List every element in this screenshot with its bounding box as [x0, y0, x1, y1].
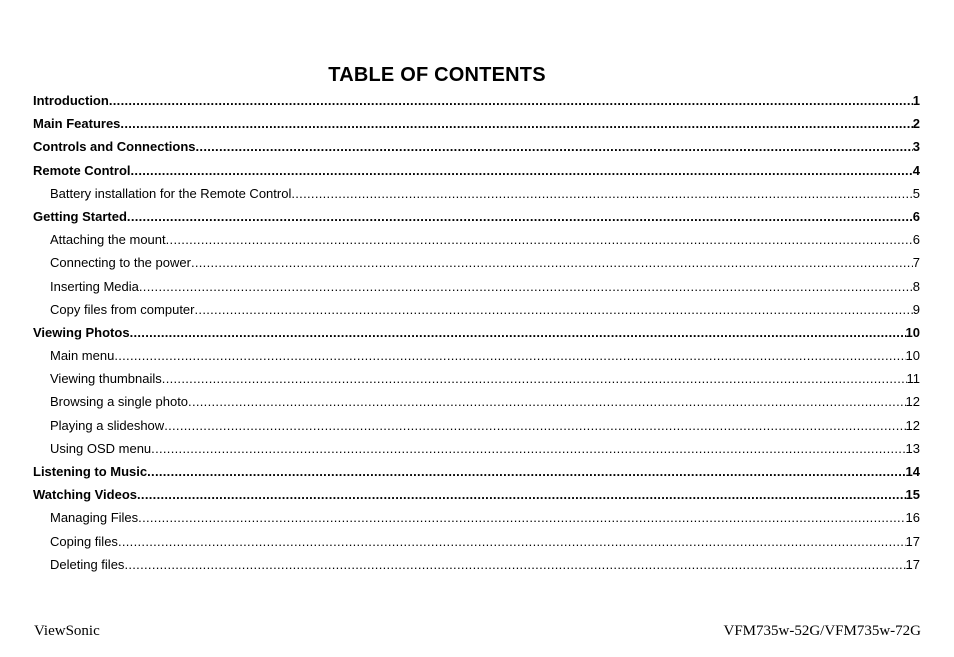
toc-entry[interactable] [33, 135, 920, 158]
dot-leader [151, 437, 905, 460]
toc-entry[interactable] [33, 89, 920, 112]
toc-entry-page: 6 [912, 232, 920, 248]
toc-entry-page: 12 [905, 417, 920, 433]
toc-entry[interactable] [33, 437, 920, 460]
toc-entry[interactable] [33, 414, 920, 437]
toc-entry-page: 16 [905, 510, 920, 526]
dot-leader [124, 553, 905, 576]
dot-leader [291, 182, 912, 205]
toc-entry-page: 1 [912, 93, 920, 108]
toc-entry-page: 13 [905, 440, 920, 456]
dot-leader [196, 135, 913, 158]
toc-entry-page: 10 [905, 324, 920, 340]
toc-entry[interactable] [33, 506, 920, 529]
toc-entry-page: 2 [912, 116, 920, 132]
toc-entry[interactable] [33, 228, 920, 251]
dot-leader [127, 205, 913, 228]
dot-leader [166, 228, 913, 251]
dot-leader [109, 89, 913, 112]
dot-leader [138, 506, 905, 529]
toc-entry-label: Remote Control [33, 162, 131, 178]
toc-entry-label: Listening to Music [33, 464, 148, 479]
table-of-contents [33, 89, 920, 576]
toc-entry-label: Viewing thumbnails [50, 371, 162, 387]
dot-leader [164, 414, 905, 437]
dot-leader [118, 530, 906, 553]
toc-entry-label: Viewing Photos [33, 324, 130, 340]
toc-entry-label: Coping files [50, 533, 118, 549]
toc-entry[interactable] [33, 275, 920, 298]
dot-leader [137, 483, 906, 506]
toc-entry[interactable] [33, 530, 920, 553]
toc-entry-label: Attaching the mount [50, 232, 166, 248]
toc-entry-page: 14 [905, 464, 920, 479]
toc-entry[interactable] [33, 112, 920, 135]
toc-entry[interactable] [33, 367, 920, 390]
toc-entry-label: Inserting Media [50, 278, 139, 294]
toc-entry-page: 17 [905, 556, 920, 572]
toc-entry-page: 6 [912, 208, 920, 224]
toc-entry-label: Controls and Connections [33, 139, 196, 155]
toc-entry[interactable] [33, 159, 920, 182]
toc-entry-page: 5 [912, 185, 920, 201]
dot-leader [130, 321, 906, 344]
toc-entry[interactable] [33, 390, 920, 413]
toc-entry-page: 12 [905, 394, 920, 410]
toc-entry-label: Battery installation for the Remote Control [50, 185, 292, 201]
footer-model: VFM735w-52G/VFM735w-72G [723, 623, 921, 639]
toc-entry-label: Playing a slideshow [50, 417, 165, 433]
toc-entry-page: 4 [912, 162, 920, 178]
dot-leader [147, 460, 905, 483]
toc-entry-label: Main Features [33, 116, 121, 132]
toc-entry-label: Getting Started [33, 208, 127, 224]
toc-entry-page: 3 [912, 139, 920, 155]
dot-leader [131, 159, 913, 182]
dot-leader [114, 344, 905, 367]
footer-brand: ViewSonic [34, 623, 100, 639]
toc-entry-label: Watching Videos [33, 487, 138, 503]
toc-entry-page: 10 [905, 348, 920, 364]
toc-entry-page: 9 [912, 301, 920, 317]
toc-entry-page: 8 [912, 278, 920, 294]
dot-leader [195, 298, 913, 321]
toc-entry[interactable] [33, 298, 920, 321]
dot-leader [120, 112, 912, 135]
toc-entry[interactable] [33, 251, 920, 274]
toc-entry-label: Introduction [33, 93, 109, 108]
dot-leader [162, 367, 907, 390]
page-title: TABLE OF CONTENTS [328, 64, 546, 86]
toc-entry[interactable] [33, 460, 920, 483]
toc-entry[interactable] [33, 344, 920, 367]
dot-leader [191, 251, 913, 274]
toc-entry-label: Connecting to the power [50, 255, 191, 271]
toc-entry[interactable] [33, 321, 920, 344]
toc-entry-label: Main menu [50, 348, 115, 364]
toc-entry-page: 11 [906, 371, 920, 387]
toc-entry-label: Deleting files [50, 556, 125, 572]
toc-entry-label: Copy files from computer [50, 301, 195, 317]
dot-leader [188, 390, 906, 413]
toc-entry-label: Using OSD menu [50, 440, 152, 456]
toc-entry[interactable] [33, 483, 920, 506]
toc-entry-page: 7 [912, 255, 920, 271]
toc-entry-page: 15 [905, 487, 920, 503]
toc-entry-label: Managing Files [50, 510, 139, 526]
toc-entry-label: Browsing a single photo [50, 394, 189, 410]
dot-leader [139, 275, 913, 298]
toc-entry-page: 17 [905, 533, 920, 549]
toc-entry[interactable] [33, 205, 920, 228]
toc-entry[interactable] [33, 182, 920, 205]
toc-entry[interactable] [33, 553, 920, 576]
